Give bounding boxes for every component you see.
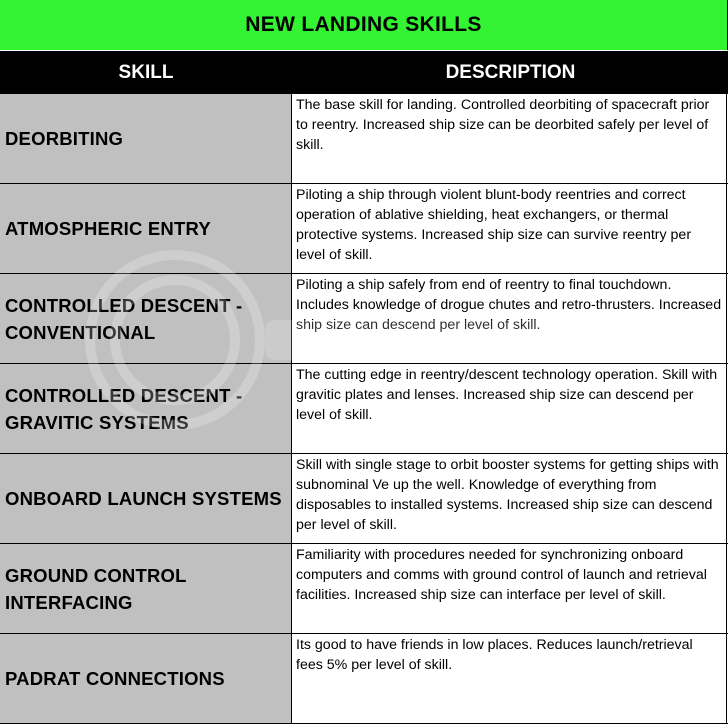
skill-name: GROUND CONTROL INTERFACING	[0, 544, 292, 633]
skill-description: The base skill for landing. Controlled deorbiting of spacecraft prior to reentry. Increased ship size can be deorbited safely per level of skill.	[293, 94, 727, 183]
skill-description: Piloting a ship safely from end of reentry to final touchdown. Includes knowledge of drogue chutes and retro-thrusters. Increased ship size can descend per level of skill.	[293, 274, 727, 363]
skill-description: The cutting edge in reentry/descent technology operation. Skill with gravitic plates and lenses. Increased ship size can descend per level of skill.	[293, 364, 727, 453]
skill-description: Its good to have friends in low places. Reduces launch/retrieval fees 5% per level of skill.	[293, 634, 727, 723]
table-row	[0, 274, 728, 364]
table-row	[0, 364, 728, 454]
skill-description: Skill with single stage to orbit booster systems for getting ships with subnominal Ve up the well. Knowledge of everything from disposables to installed systems. Increased ship size can descend per level of skill.	[293, 454, 727, 543]
skill-description: Familiarity with procedures needed for synchronizing onboard computers and comms with ground control of launch and retrieval facilities. Increased ship size can interface per level of skill.	[293, 544, 727, 633]
skill-name: DEORBITING	[0, 94, 292, 183]
skill-name: CONTROLLED DESCENT - GRAVITIC SYSTEMS	[0, 364, 292, 453]
table-body	[0, 94, 728, 724]
column-header-description: DESCRIPTION	[445, 61, 576, 83]
table-row	[0, 184, 728, 274]
table-row	[0, 544, 728, 634]
skill-name: PADRAT CONNECTIONS	[0, 634, 292, 723]
skill-name: ATMOSPHERIC ENTRY	[0, 184, 292, 273]
table-row	[0, 454, 728, 544]
table-title: NEW LANDING SKILLS	[0, 0, 728, 50]
column-header-skill: SKILL	[118, 61, 174, 83]
skill-name: ONBOARD LAUNCH SYSTEMS	[0, 454, 292, 543]
table-row	[0, 94, 728, 184]
skill-name: CONTROLLED DESCENT - CONVENTIONAL	[0, 274, 292, 363]
table-row	[0, 634, 728, 724]
table-header	[0, 51, 728, 94]
skill-description: Piloting a ship through violent blunt-body reentries and correct operation of ablative shielding, heat exchangers, or thermal protective systems. Increased ship size can survive reentry per level of skill.	[293, 184, 727, 273]
